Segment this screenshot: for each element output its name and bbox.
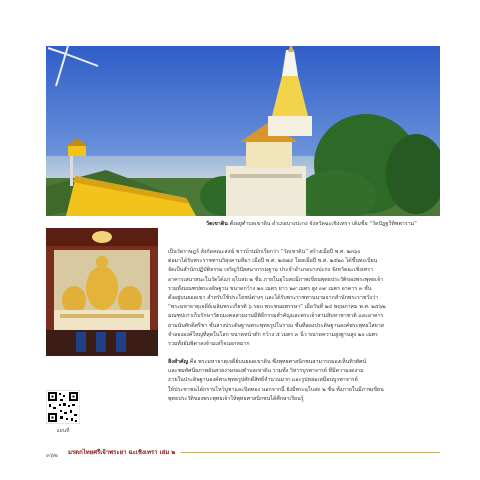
- paragraph-1-line: ต่อมาได้รับพระราชทานวิสุงคามสีมา เมื่อปี พ.ศ. ๒๔๗๔ โดยเมื่อปี พ.ศ. ๒๕๒๐ ได้ขึ้นทะเบียน: [168, 258, 378, 265]
- paragraph-2: [168, 358, 438, 404]
- paragraph-1-line: จำลององค์ใหญ่ที่สุดในโลก ขนาดหน้าตัก กว้าง ๕ เมตร ๓ นิ้ว ขนาดความสูงฐานสูง ๒๐ เมตร: [168, 331, 378, 338]
- paragraph-1-line: ตั้งอยู่บนยอดเขา สำหรับใช้ประโยชน์ต่างๆ และได้รับพระราชทานนามจากสำนักพระราชวังว่า: [168, 295, 378, 302]
- paragraph-1-line: อาคารเสนาสนะในวัดได้แก่ อุโบสถ ๒ ชั้น ภายในอุโบสถมีภาพเขียนพุทธประวัติของพระพุทธเจ้า: [168, 276, 384, 283]
- temple-hill-illustration: [46, 46, 440, 216]
- paragraph-2-line: ภายในประดิษฐานองค์พระพุทธรูปศักดิ์สิทธิ์จำนวนมาก และรูปหล่อเหมือนบูรพาจารย์: [168, 377, 358, 384]
- paragraph-2-lead: สิ่งสำคัญ: [168, 359, 189, 365]
- paragraph-2-line-0: [168, 358, 438, 367]
- qr-caption: แผนที่: [56, 428, 70, 434]
- paragraph-1-line: มณฑปเก่าเก็บรักษาวัตถุมงคลสวยงามมีพิธีกรรมสำคัญและพระเจ้าสามสิบหาชาชาติ และอาคาร: [168, 313, 384, 320]
- paragraph-1-first-line: [206, 220, 438, 229]
- paragraph-1-line-0: [206, 220, 438, 229]
- page-number: ๓๖๒: [46, 452, 58, 459]
- paragraph-1-line: เป็นวัดราษฎร์ สังกัดคณะสงฆ์ ชาวบ้านมักเรียกว่า “วัดเขาดิน” สร้างเมื่อปี พ.ศ. ๒๓๖๐: [168, 249, 361, 255]
- paragraph-2-line: ให้ประชาชนได้กราบไหว้บูชาและปิดทอง นอกจากนี้ ยังมีพระอุโบสถ ๒ ชั้น ทั้งภายในมีภาพเขียน: [168, 386, 384, 393]
- paragraph-1-line: รวมทั้งมณฑปพระอธิษฐาน ขนาดกว้าง ๒๐ เมตร ยาว ๒๙ เมตร สูง ๓๙ เมตร อาคาร ๓ ชั้น: [168, 285, 372, 292]
- qr-code[interactable]: [46, 390, 80, 424]
- paragraph-2-line-0-text: คือ พระมหาธาตุเจดีย์บนยอดเขาดิน ซึ่งพุทธศาสนิกชนสามารถมองเห็นทิวทัศน์: [188, 359, 367, 365]
- paragraph-1-lead: วัดเขาดิน: [206, 221, 228, 227]
- paragraph-2-line: พุทธประวัติของพระพุทธเจ้าให้พุทธศาสนิกชนได้ศึกษาเรียนรู้: [168, 395, 304, 402]
- paragraph-1-line: “พระมหาธาตุเจดีย์เฉลิมพระเกียรติ ๖ รอบ พระชนมพรรษา” เมื่อวันที่ ๒๔ พฤษภาคม พ.ศ. ๒๕๖๒: [168, 304, 386, 311]
- paragraph-1-body: [168, 248, 438, 349]
- paragraph-1-line: จัดเป็นสำนักปฏิบัติธรรม เจริญวิปัสสนากรรมฐาน ประจำอำเภอบางปะกง จังหวัดฉะเชิงเทรา: [168, 267, 373, 274]
- footer-title: มรดกไทยศรีเจ้าพระยา ฉะเชิงเทรา เล่ม ๒: [68, 447, 181, 457]
- paragraph-2-line: และชมทัศนียภาพอันสวยงามของตำบลเขาดิน รวมทั้ง วิหารบูรพาจารย์ ที่มีความงดงาม: [168, 368, 364, 375]
- qr-code-icon: [46, 390, 80, 424]
- paragraph-1-line-0-text: ตั้งอยู่ตำบลเขาดิน อำเภอบางปะกง จังหวัดฉะเชิงเทรา เดิมชื่อ “วัดปัฎฐวีทิพพาราม”: [227, 221, 417, 227]
- paragraph-1-line: รวมทั้งอัมพิตาลงจ้ามเสร็จนอกหมาก: [168, 341, 250, 348]
- golden-buddha-shrine-illustration: [46, 228, 158, 356]
- temple-hill-photo: [46, 46, 440, 216]
- shrine-photo: [46, 228, 158, 356]
- paragraph-1-line: ยามนับศักดิ์ศรีชา ชั้นล่างประดิษฐานพระพุทธรูปโบราณ ชั้นที่สองประดิษฐานองค์พระพุทธไสยาส: [168, 322, 384, 329]
- page-footer: [46, 448, 440, 462]
